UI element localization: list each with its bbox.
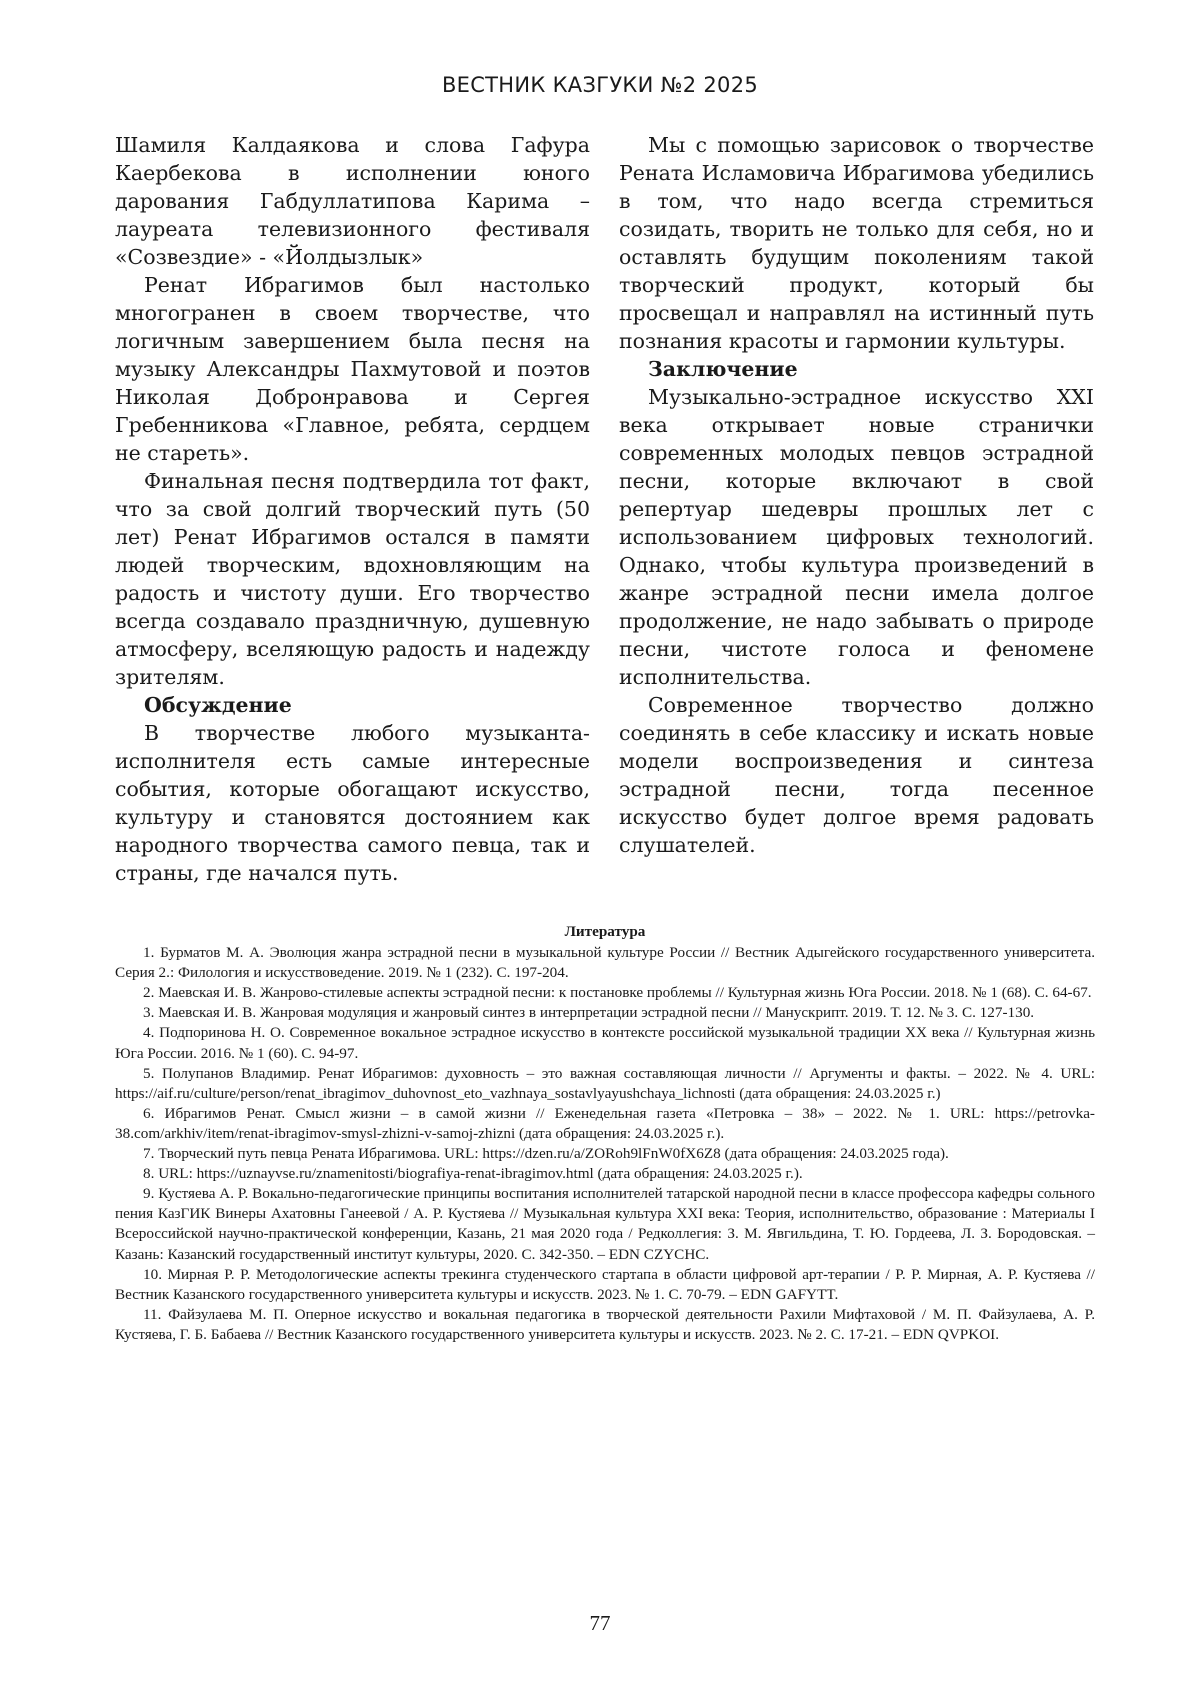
left-paragraph-1: Шамиля Калдаякова и слова Гафура Каербекова в исполнении юного дарования Габдуллатипова Карима – лауреата телевизионного фестиваля «Созвездие» - «Йолдызлык» (115, 133, 590, 269)
reference-item: 4. Подпоринова Н. О. Современное вокальное эстрадное искусство в контексте российской музыкальной традиции XX века // Культурная жизнь Юга России. 2016. № 1 (60). С. 94-97. (115, 1024, 1095, 1062)
reference-item: 3. Маевская И. В. Жанровая модуляция и жанровый синтез в интерпретации эстрадной песни // Манускрипт. 2019. Т. 12. № 3. С. 127-130. (143, 1004, 1035, 1022)
right-column (619, 131, 1094, 859)
left-column (115, 131, 590, 887)
reference-item: 7. Творческий путь певца Рената Ибрагимова. URL: https://dzen.ru/a/ZORoh9lFnW0fX6Z8 (дата обращения: 24.03.2025 года). (143, 1145, 949, 1163)
reference-item: 11. Файзулаева М. П. Оперное искусство и вокальная педагогика в творческой деятельности Рахили Мифтаховой / М. П. Файзулаева, А. Р. Кустяева, Г. Б. Бабаева // Вестник Казанского государственного университета культуры и искусств. 2023. № 2. С. 17-21. – EDN QVPKOI. (115, 1305, 1095, 1343)
references-section (115, 922, 1095, 1345)
left-paragraph-3: Финальная песня подтвердила тот факт, что за свой долгий творческий путь (50 лет) Ренат Ибрагимов остался в памяти людей творческим, вдохновляющим на радость и чистоту души. Его творчество всегда создавало праздничную, душевную атмосферу, вселяющую радость и надежду зрителям. (115, 469, 590, 689)
references-title: Литература (564, 923, 646, 940)
reference-item: 2. Маевская И. В. Жанрово-стилевые аспекты эстрадной песни: к постановке проблемы // Культурная жизнь Юга России. 2018. № 1 (68). С. 64-67. (143, 984, 1092, 1002)
right-paragraph-3: Современное творчество должно соединять в себе классику и искать новые модели воспроизведения и синтеза эстрадной песни, тогда песенное искусство будет долгое время радовать слушателей. (619, 693, 1094, 857)
right-paragraph-2: Музыкально-эстрадное искусство XXI века открывает новые странички современных молодых певцов эстрадной песни, которые включают в свой репертуар шедевры прошлых лет с использованием цифровых технологий. Однако, чтобы культура произведений в жанре эстрадной песни имела долгое продолжение, не надо забывать о природе песни, чистоте голоса и феномене исполнительства. (619, 385, 1094, 689)
reference-item: 1. Бурматов М. А. Эволюция жанра эстрадной песни в музыкальной культуре России // Вестник Адыгейского государственного университета. Серия 2.: Филология и искусствоведение. 2019. № 1 (232). С. 197-204. (115, 944, 1095, 982)
reference-item: 8. URL: https://uznayvse.ru/znamenitosti/biografiya-renat-ibragimov.html (дата обращения: 24.03.2025 г.). (143, 1165, 803, 1183)
reference-item: 9. Кустяева А. Р. Вокально-педагогические принципы воспитания исполнителей татарской народной песни в классе профессора кафедры сольного пения КазГИК Винеры Ахатовны Ганеевой / А. Р. Кустяева // Музыкальная культура XXI века: Теория, исполнительство, образование : Материалы I Всероссийской научно-практической конференции, Казань, 21 мая 2020 года / Редколлегия: З. М. Явгильдина, Т. Ю. Гордеева, Л. З. Бородовская. – Казань: Казанский государственный институт культуры, 2020. С. 342-350. – EDN CZYCHC. (115, 1185, 1095, 1263)
discussion-heading: Обсуждение (144, 693, 292, 717)
conclusion-heading: Заключение (648, 357, 798, 381)
reference-item: 10. Мирная Р. Р. Методологические аспекты трекинга студенческого стартапа в области цифровой арт-терапии / Р. Р. Мирная, А. Р. Кустяева // Вестник Казанского государственного университета культуры и искусств. 2023. № 1. С. 70-79. – EDN GAFYTT. (115, 1265, 1095, 1303)
reference-item: 6. Ибрагимов Ренат. Смысл жизни – в самой жизни // Еженедельная газета «Петровка – 38» – 2022. № 1. URL: https://petrovka-38.com/arkhiv/item/renat-ibragimov-smysl-zhizni-v-samoj-zhizni (дата обращения: 24.03.2025 г.). (115, 1104, 1095, 1142)
running-header: ВЕСТНИК КАЗГУКИ №2 2025 (441, 73, 759, 97)
right-paragraph-1: Мы с помощью зарисовок о творчестве Рената Исламовича Ибрагимова убедились в том, что надо всегда стремиться созидать, творить не только для себя, но и оставлять будущим поколениям такой творческий продукт, который бы просвещал и направлял на истинный путь познания красоты и гармонии культуры. (619, 133, 1094, 353)
page-number: 77 (589, 1611, 611, 1635)
left-paragraph-2: Ренат Ибрагимов был настолько многогранен в своем творчестве, что логичным завершением была песня на музыку Александры Пахмутовой и поэтов Николая Добронравова и Сергея Гребенникова «Главное, ребята, сердцем не стареть». (115, 273, 590, 465)
reference-item: 5. Полупанов Владимир. Ренат Ибрагимов: духовность – это важная составляющая личности // Аргументы и факты. – 2022. № 4. URL: https://aif.ru/culture/person/renat_ibragimov_duhovnost_eto_vazhnaya_sostavlyayushchaya_lichnosti (дата обращения: 24.03.2025 г.) (115, 1064, 1095, 1102)
left-paragraph-4: В творчестве любого музыканта-исполнителя есть самые интересные события, которые обогащают искусство, культуру и становятся достоянием как народного творчества самого певца, так и страны, где начался путь. (115, 721, 590, 885)
